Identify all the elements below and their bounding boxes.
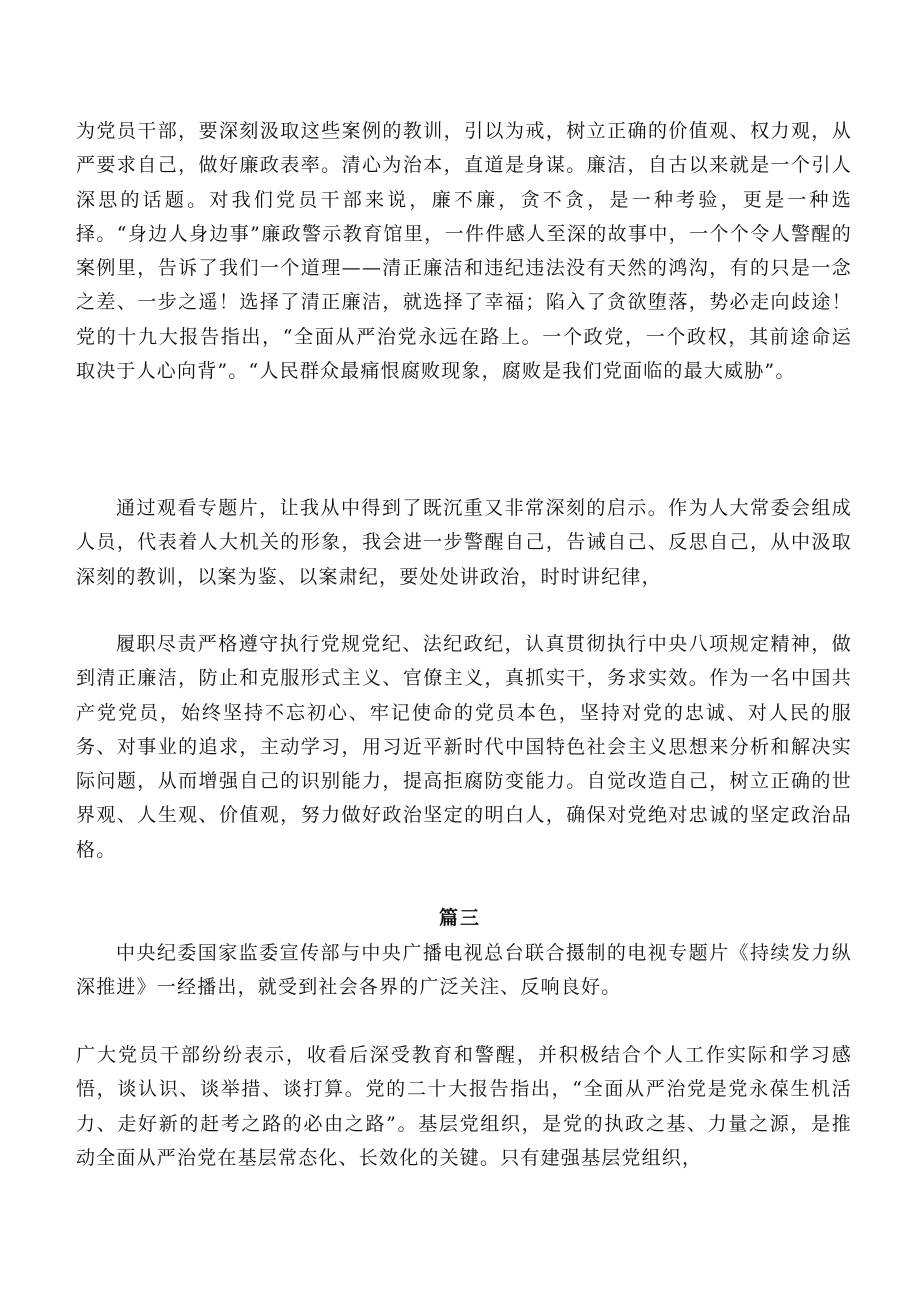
paragraph-party-discipline: 为党员干部，要深刻汲取这些案例的教训，引以为戒，树立正确的价值观、权力观，从严要求自己，做好廉政表率。清心为治本，直道是身谋。廉洁，自古以来就是一个引人深思的话题。对我们党员干部来说，廉不廉，贪不贪，是一种考验，更是一种选择。“身边人身边事”廉政警示教育馆里，一件件感人至深的故事中，一个个令人警醒的案例里，告诉了我们一个道理——清正廉洁和违纪违法没有天然的鸿沟，有的只是一念之差、一步之遥！选择了清正廉洁，就选择了幸福；陷入了贪欲堕落，势必走向歧途！党的十九大报告指出，“全面从严治党永远在路上。一个政党，一个政权，其前途命运取决于人心向背”。“人民群众最痛恨腐败现象，腐败是我们党面临的最大威胁”。 xyxy=(76,120,852,383)
paragraph-duty-integrity: 履职尽责严格遵守执行党规党纪、法纪政纪，认真贯彻执行中央八项规定精神，做到清正廉洁，防止和克服形式主义、官僚主义，真抓实干，务求实效。作为一名中国共产党党员，始终坚持不忘初心、牢记使命的党员本色，坚持对党的忠诚、对人民的服务、对事业的追求，主动学习，用习近平新时代中国特色社会主义思想来分析和解决实际问题，从而增强自己的识别能力，提高拒腐防变能力。自觉改造自己，树立正确的世界观、人生观、价值观，努力做好政治坚定的明白人，确保对党绝对忠诚的坚定政治品格。 xyxy=(76,633,852,861)
paragraph-documentary-broadcast: 中央纪委国家监委宣传部与中央广播电视总台联合摄制的电视专题片《持续发力纵深推进》一经播出，就受到社会各界的广泛关注、反响良好。 xyxy=(76,942,852,999)
section-heading: 篇三 xyxy=(438,907,481,929)
paragraph-documentary-insight: 通过观看专题片，让我从中得到了既沉重又非常深刻的启示。作为人大常委会组成人员，代表着人大机关的形象，我会进一步警醒自己，告诫自己、反思自己，从中汲取深刻的教训，以案为鉴、以案肃纪，要处处讲政治，时时讲纪律， xyxy=(76,497,852,588)
paragraph-grassroots-organization: 广大党员干部纷纷表示，收看后深受教育和警醒，并积极结合个人工作实际和学习感悟，谈认识、谈举措、谈打算。党的二十大报告指出，“全面从严治党是党永葆生机活力、走好新的赶考之路的必由之路”。基层党组织，是党的执政之基、力量之源，是推动全面从严治党在基层常态化、长效化的关键。只有建强基层党组织， xyxy=(76,1044,852,1169)
